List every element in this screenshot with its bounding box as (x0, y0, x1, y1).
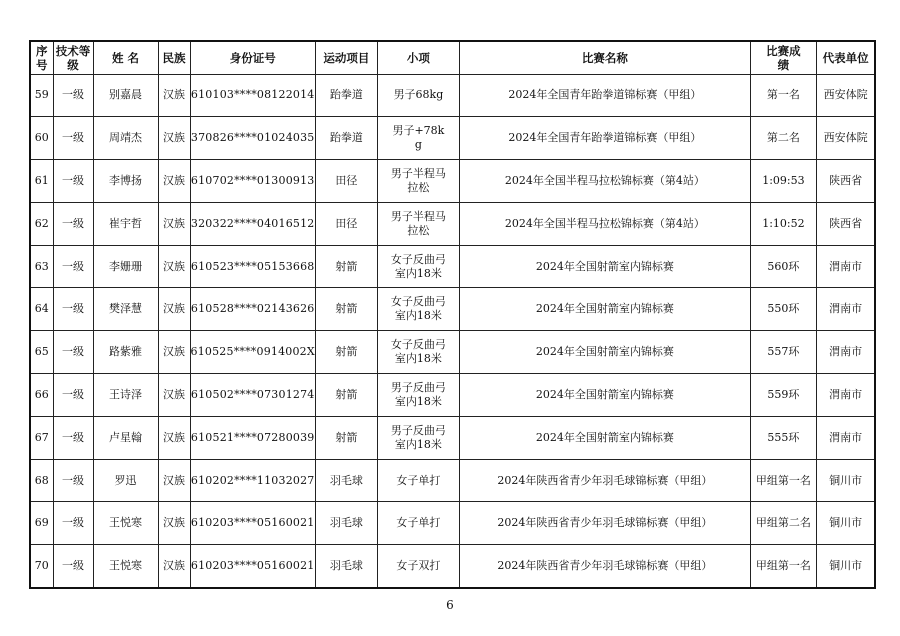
cell-seq: 70 (30, 545, 53, 588)
cell-seq: 68 (30, 459, 53, 502)
cell-result: 甲组第一名 (750, 459, 816, 502)
header-ethnic: 民族 (158, 41, 190, 74)
cell-unit: 铜川市 (816, 545, 875, 588)
cell-competition: 2024年全国青年跆拳道锦标赛（甲组） (459, 117, 750, 160)
cell-unit: 渭南市 (816, 288, 875, 331)
cell-result: 555环 (750, 416, 816, 459)
cell-name: 别嘉晨 (93, 74, 158, 117)
header-seq: 序号 (30, 41, 53, 74)
cell-name: 樊泽慧 (93, 288, 158, 331)
cell-result: 第二名 (750, 117, 816, 160)
cell-competition: 2024年陕西省青少年羽毛球锦标赛（甲组） (459, 545, 750, 588)
cell-level: 一级 (53, 288, 93, 331)
cell-level: 一级 (53, 160, 93, 203)
cell-name: 路紫雅 (93, 331, 158, 374)
table-row (30, 459, 875, 502)
athlete-table (29, 40, 876, 589)
table-row (30, 374, 875, 417)
cell-ethnic: 汉族 (158, 374, 190, 417)
cell-result: 甲组第一名 (750, 545, 816, 588)
header-sport: 运动项目 (315, 41, 377, 74)
cell-level: 一级 (53, 202, 93, 245)
cell-sport: 羽毛球 (315, 502, 377, 545)
cell-result: 559环 (750, 374, 816, 417)
cell-competition: 2024年全国青年跆拳道锦标赛（甲组） (459, 74, 750, 117)
cell-ethnic: 汉族 (158, 160, 190, 203)
header-name: 姓 名 (93, 41, 158, 74)
cell-unit: 西安体院 (816, 74, 875, 117)
cell-unit: 铜川市 (816, 502, 875, 545)
cell-seq: 69 (30, 502, 53, 545)
cell-ethnic: 汉族 (158, 416, 190, 459)
cell-seq: 64 (30, 288, 53, 331)
cell-level: 一级 (53, 459, 93, 502)
cell-unit: 西安体院 (816, 117, 875, 160)
table-row (30, 202, 875, 245)
table-row (30, 416, 875, 459)
cell-unit: 渭南市 (816, 245, 875, 288)
cell-unit: 渭南市 (816, 416, 875, 459)
cell-event: 女子反曲弓室内18米 (377, 245, 459, 288)
cell-competition: 2024年全国射箭室内锦标赛 (459, 288, 750, 331)
cell-level: 一级 (53, 117, 93, 160)
cell-ethnic: 汉族 (158, 202, 190, 245)
cell-level: 一级 (53, 502, 93, 545)
table-row (30, 74, 875, 117)
cell-event: 女子反曲弓室内18米 (377, 288, 459, 331)
cell-result: 557环 (750, 331, 816, 374)
cell-id: 610521****07280039 (190, 416, 315, 459)
cell-level: 一级 (53, 545, 93, 588)
cell-name: 周靖杰 (93, 117, 158, 160)
cell-name: 崔宇哲 (93, 202, 158, 245)
cell-ethnic: 汉族 (158, 117, 190, 160)
cell-sport: 田径 (315, 202, 377, 245)
cell-event: 女子双打 (377, 545, 459, 588)
cell-result: 第一名 (750, 74, 816, 117)
cell-unit: 渭南市 (816, 374, 875, 417)
cell-ethnic: 汉族 (158, 245, 190, 288)
cell-result: 甲组第二名 (750, 502, 816, 545)
cell-id: 610203****05160021 (190, 502, 315, 545)
cell-unit: 渭南市 (816, 331, 875, 374)
cell-event: 男子反曲弓室内18米 (377, 416, 459, 459)
cell-sport: 射箭 (315, 416, 377, 459)
header-row (30, 41, 875, 74)
header-competition: 比赛名称 (459, 41, 750, 74)
cell-id: 610203****05160021 (190, 545, 315, 588)
cell-seq: 67 (30, 416, 53, 459)
cell-seq: 61 (30, 160, 53, 203)
cell-id: 610523****05153668 (190, 245, 315, 288)
table-row (30, 288, 875, 331)
cell-ethnic: 汉族 (158, 502, 190, 545)
table-row (30, 331, 875, 374)
table-row (30, 245, 875, 288)
header-unit: 代表单位 (816, 41, 875, 74)
header-id: 身份证号 (190, 41, 315, 74)
cell-competition: 2024年全国射箭室内锦标赛 (459, 416, 750, 459)
cell-name: 王悦寒 (93, 545, 158, 588)
cell-event: 男子半程马拉松 (377, 160, 459, 203)
cell-sport: 跆拳道 (315, 74, 377, 117)
cell-event: 女子反曲弓室内18米 (377, 331, 459, 374)
table-row (30, 160, 875, 203)
cell-event: 男子+78kg (377, 117, 459, 160)
cell-sport: 田径 (315, 160, 377, 203)
cell-result: 560环 (750, 245, 816, 288)
cell-id: 610502****07301274 (190, 374, 315, 417)
table-row (30, 117, 875, 160)
header-event: 小项 (377, 41, 459, 74)
cell-seq: 63 (30, 245, 53, 288)
document-sheet (29, 40, 876, 589)
cell-id: 610528****02143626 (190, 288, 315, 331)
cell-id: 610525****0914002X (190, 331, 315, 374)
cell-ethnic: 汉族 (158, 74, 190, 117)
cell-name: 卢星翰 (93, 416, 158, 459)
cell-name: 王诗泽 (93, 374, 158, 417)
cell-unit: 陕西省 (816, 202, 875, 245)
cell-ethnic: 汉族 (158, 331, 190, 374)
cell-sport: 羽毛球 (315, 545, 377, 588)
cell-sport: 羽毛球 (315, 459, 377, 502)
cell-id: 320322****04016512 (190, 202, 315, 245)
cell-competition: 2024年全国射箭室内锦标赛 (459, 331, 750, 374)
cell-ethnic: 汉族 (158, 545, 190, 588)
cell-seq: 59 (30, 74, 53, 117)
table-row (30, 545, 875, 588)
cell-level: 一级 (53, 374, 93, 417)
cell-name: 王悦寒 (93, 502, 158, 545)
cell-competition: 2024年陕西省青少年羽毛球锦标赛（甲组） (459, 502, 750, 545)
cell-sport: 射箭 (315, 288, 377, 331)
cell-event: 女子单打 (377, 459, 459, 502)
cell-sport: 射箭 (315, 331, 377, 374)
cell-competition: 2024年全国半程马拉松锦标赛（第4站） (459, 160, 750, 203)
cell-result: 1:09:53 (750, 160, 816, 203)
cell-seq: 60 (30, 117, 53, 160)
table-body (30, 74, 875, 588)
header-level: 技术等级 (53, 41, 93, 74)
cell-name: 李姗珊 (93, 245, 158, 288)
cell-ethnic: 汉族 (158, 288, 190, 331)
cell-event: 男子68kg (377, 74, 459, 117)
cell-event: 男子反曲弓室内18米 (377, 374, 459, 417)
cell-ethnic: 汉族 (158, 459, 190, 502)
cell-name: 罗迅 (93, 459, 158, 502)
cell-unit: 陕西省 (816, 160, 875, 203)
cell-id: 610103****08122014 (190, 74, 315, 117)
cell-competition: 2024年全国半程马拉松锦标赛（第4站） (459, 202, 750, 245)
cell-event: 男子半程马拉松 (377, 202, 459, 245)
cell-unit: 铜川市 (816, 459, 875, 502)
cell-seq: 65 (30, 331, 53, 374)
cell-id: 610702****01300913 (190, 160, 315, 203)
cell-competition: 2024年陕西省青少年羽毛球锦标赛（甲组） (459, 459, 750, 502)
page-number: 6 (446, 598, 454, 612)
cell-name: 李博扬 (93, 160, 158, 203)
cell-id: 370826****01024035 (190, 117, 315, 160)
cell-sport: 射箭 (315, 374, 377, 417)
cell-seq: 62 (30, 202, 53, 245)
cell-sport: 射箭 (315, 245, 377, 288)
cell-competition: 2024年全国射箭室内锦标赛 (459, 245, 750, 288)
cell-level: 一级 (53, 245, 93, 288)
cell-competition: 2024年全国射箭室内锦标赛 (459, 374, 750, 417)
cell-event: 女子单打 (377, 502, 459, 545)
cell-result: 1:10:52 (750, 202, 816, 245)
table-row (30, 502, 875, 545)
cell-id: 610202****11032027 (190, 459, 315, 502)
cell-level: 一级 (53, 416, 93, 459)
cell-level: 一级 (53, 331, 93, 374)
cell-sport: 跆拳道 (315, 117, 377, 160)
cell-result: 550环 (750, 288, 816, 331)
cell-seq: 66 (30, 374, 53, 417)
header-result: 比赛成绩 (750, 41, 816, 74)
cell-level: 一级 (53, 74, 93, 117)
